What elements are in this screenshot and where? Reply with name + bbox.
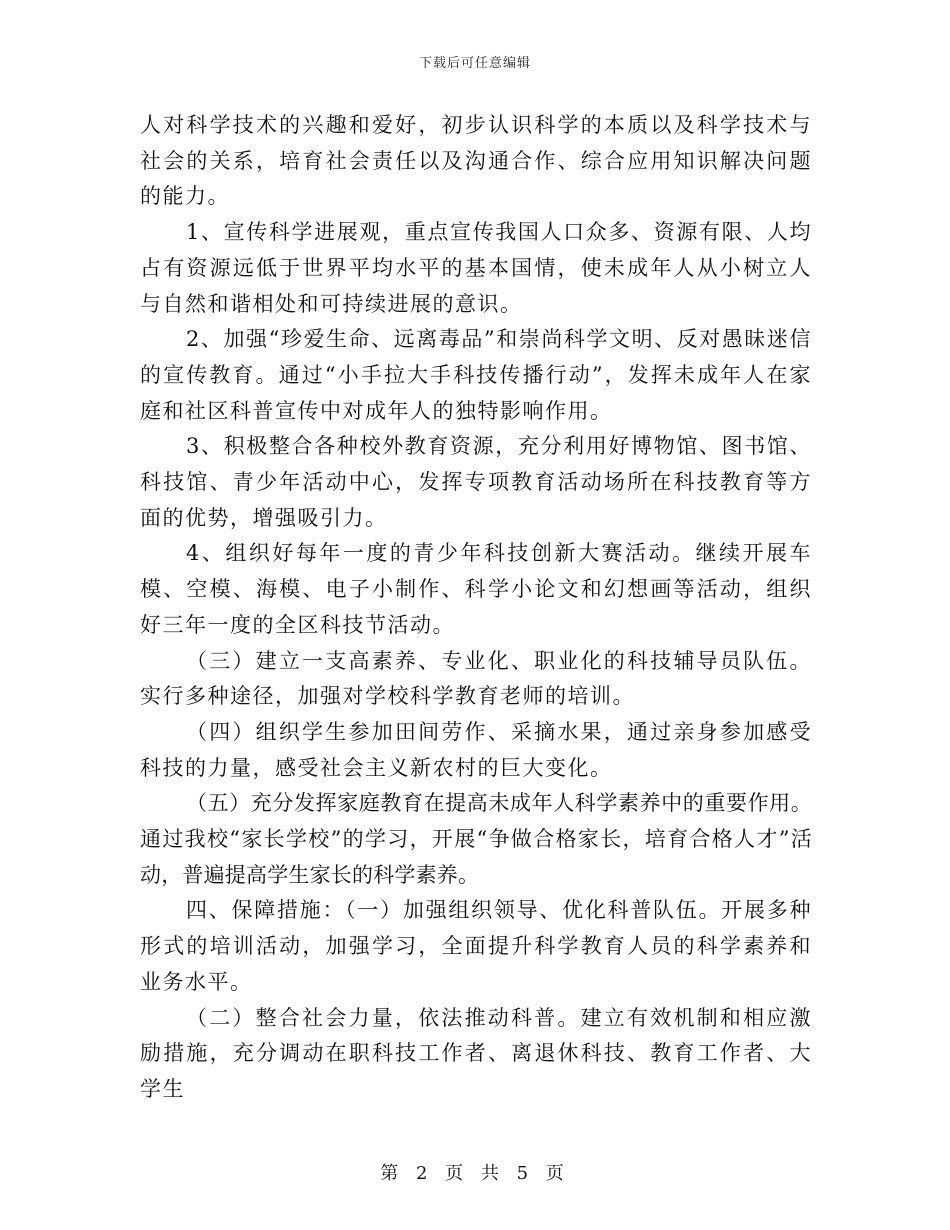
paragraph-item-2: 2、加强“珍爱生命、远离毒品”和崇尚科学文明、反对愚昧迷信的宣传教育。通过“小手拉大手科技传播行动”，发挥未成年人在家庭和社区科普宣传中对成年人的独特影响作用。 — [140, 327, 812, 423]
page-header: 下载后可任意编辑 — [418, 56, 531, 71]
paragraph-item-1: 1、宣传科学进展观，重点宣传我国人口众多、资源有限、人均占有资源远低于世界平均水平的基本国情，使未成年人从小树立人与自然和谐相处和可持续进展的意识。 — [140, 220, 812, 316]
paragraph-section-3: （三）建立一支高素养、专业化、职业化的科技辅导员队伍。实行多种途径，加强对学校科学教育老师的培训。 — [140, 648, 812, 709]
paragraph-item-4: 4、组织好每年一度的青少年科技创新大赛活动。继续开展车模、空模、海模、电子小制作、科学小论文和幻想画等活动，组织好三年一度的全区科技节活动。 — [140, 541, 812, 637]
paragraph-safeguards: 四、保障措施：（一）加强组织领导、优化科普队伍。开展多种形式的培训活动，加强学习，全面提升科学教育人员的科学素养和业务水平。 — [140, 898, 812, 994]
paragraph-section-4: （四）组织学生参加田间劳作、采摘水果，通过亲身参加感受科技的力量，感受社会主义新农村的巨大变化。 — [140, 719, 812, 780]
paragraph-section-5: （五）充分发挥家庭教育在提高未成年人科学素养中的重要作用。通过我校“家长学校”的学习，开展“争做合格家长，培育合格人才”活动，普遍提高学生家长的科学素养。 — [140, 791, 812, 887]
paragraph-safeguards-2: （二）整合社会力量，依法推动科普。建立有效机制和相应激励措施，充分调动在职科技工作者、离退休科技、教育工作者、大学生 — [140, 1005, 812, 1101]
page-number-footer: 第 2 页 共 5 页 — [380, 1163, 570, 1184]
paragraph-item-3: 3、积极整合各种校外教育资源，充分利用好博物馆、图书馆、科技馆、青少年活动中心，发挥专项教育活动场所在科技教育等方面的优势，增强吸引力。 — [140, 434, 812, 530]
document-body — [140, 108, 812, 1108]
paragraph-continuation: 人对科学技术的兴趣和爱好，初步认识科学的本质以及科学技术与社会的关系，培育社会责任以及沟通合作、综合应用知识解决问题的能力。 — [140, 113, 812, 209]
